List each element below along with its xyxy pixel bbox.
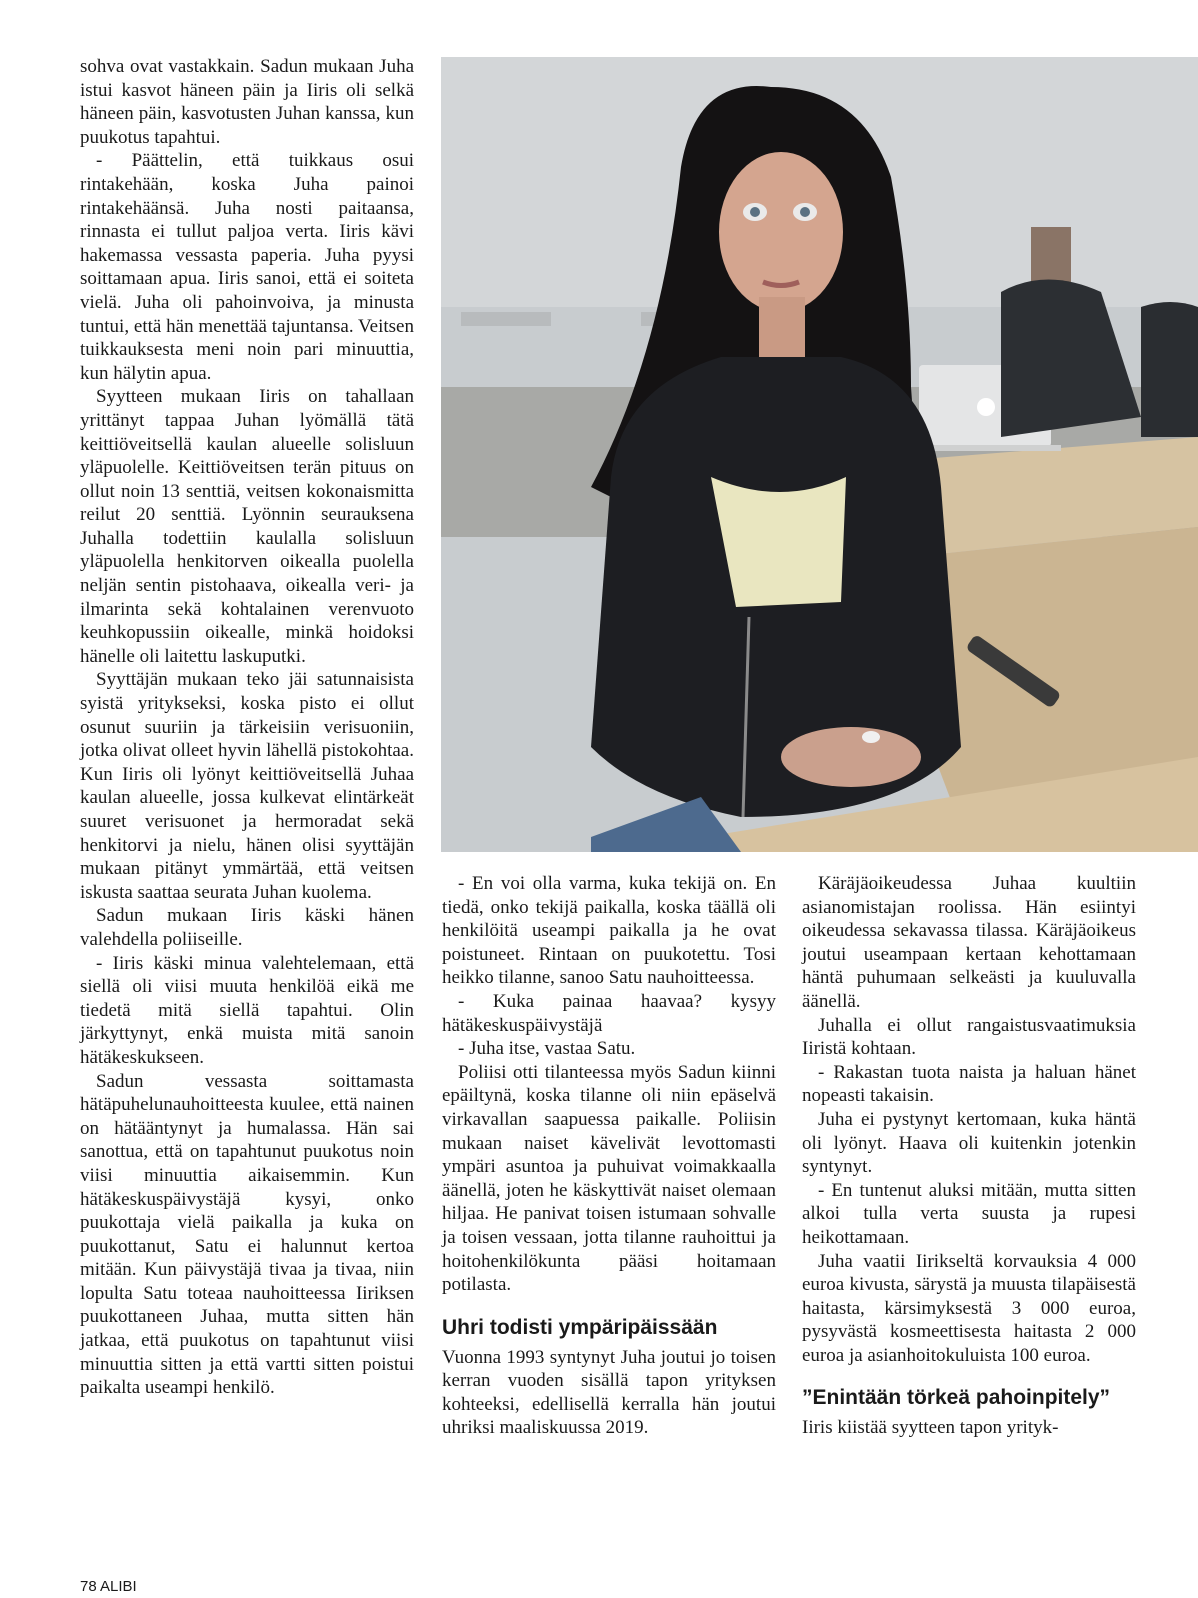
subheading-enintaan-torkea: ”Enintään törkeä pahoinpitely” xyxy=(802,1386,1111,1410)
text-column-2 xyxy=(442,872,776,1440)
paragraph: Juha ei pystynyt kertomaan, kuka häntä oli lyönyt. Haava oli kuitenkin jotenkin syntynyt. xyxy=(802,1108,1136,1178)
column-3-paragraphs xyxy=(802,872,1136,1367)
paragraph: - Rakastan tuota naista ja haluan hänet nopeasti takaisin. xyxy=(802,1061,1136,1107)
paragraph: Sadun mukaan Iiris käski hänen valehdella poliiseille. xyxy=(80,905,414,950)
paragraph: - Kuka painaa haavaa? kysyy hätäkeskuspäivystäjä xyxy=(442,990,776,1036)
paragraph: - Juha itse, vastaa Satu. xyxy=(458,1038,636,1060)
paragraph: Käräjäoikeudessa Juhaa kuultiin asianomistajan roolissa. Hän esiintyi oikeudessa sekavassa tilassa. Käräjäoikeus joutui useampaan kertaan kehottamaan häntä puhumaan selkeästi ja kuuluvalla äänellä. xyxy=(802,873,1136,1012)
paragraph: Juhalla ei ollut rangaistusvaatimuksia Iiristä kohtaan. xyxy=(802,1014,1136,1060)
text-column-3 xyxy=(802,872,1136,1440)
paragraph: Poliisi otti tilanteessa myös Sadun kiinni epäiltynä, koska tilanne oli niin epäselvä virkavallan saapuessa paikalle. Poliisin mukaan naiset kävelivät levottomasti ympäri asuntoa ja puhuivat voimakkaalla äänellä, joten he käskyttivät naiset olemaan hiljaa. He panivat toisen istumaan sohvalle ja toisen vessaan, jotta tilanne rauhoittui ja hoitohenkilökunta pääsi hoitamaan potilasta. xyxy=(442,1061,776,1296)
paragraph: Iiris kiistää syytteen tapon yrityk- xyxy=(802,1417,1059,1439)
paragraph: - En tuntenut aluksi mitään, mutta sitten alkoi tulla verta suusta ja rupesi heikottamaan. xyxy=(802,1179,1136,1248)
courtroom-photo xyxy=(441,57,1198,852)
paragraph: Syyttäjän mukaan teko jäi satunnaisista syistä yritykseksi, koska pisto ei ollut osunut suuriin ja tärkeisiin verisuoniin, jotka olivat olleet hyvin lähellä pistokohtaa. Kun Iiris oli lyönyt keittiöveitsellä Juhaa kaulan alueelle, jossa kulkevat elintärkeät suuret verisuonet ja hermoradat sekä henkitorvi ja nielu, hänen olisi syyttäjän mukaan pitänyt ymmärtää, että veitsen iskusta saattaa seurata Juhan kuolema. xyxy=(80,669,414,903)
paragraph: Sadun vessasta soittamasta hätäpuhelunauhoitteesta kuulee, että nainen on hätääntynyt ja humalassa. Hän sai sanottua, että on tapahtunut puukotus noin viisi minuuttia aikaisemmin. Kun hätäkeskuspäivystäjä kysyi, onko puukottaja vielä paikalla ja kuka on puukottanut, Satu ei halunnut kertoa mitään. Kun päivystäjä tivaa ja tivaa, niin lopulta Satu toteaa nauhoitteessa Iiriksen puukottaneen Juhaa, mutta sitten hän jatkaa, että puukotus on tapahtunut viisi minuuttia sitten ja että vartti sitten poistui paikalta useampi henkilö. xyxy=(80,1070,414,1399)
paragraph: Vuonna 1993 syntynyt Juha joutui jo toisen kerran vuoden sisällä tapon yrityksen kohteeksi, edellisellä kerralla hän joutui uhriksi maaliskuussa 2019. xyxy=(442,1346,776,1439)
page-footer: 78 ALIBI xyxy=(80,1578,137,1595)
paragraph: Syytteen mukaan Iiris on tahallaan yrittänyt tappaa Juhan lyömällä tätä keittiöveitsellä kaulan alueelle solisluun yläpuolelle. Keittiöveitsen terän pituus on ollut noin 13 senttiä, veitsen kokonaismitta reilut 20 senttiä. Lyönnin seurauksena Juhalla todettiin kaulalla solisluun yläpuolella henkitorven oikealla puolella neljän sentin pistohaava, oikealla veri- ja ilmarinta sekä kohtalainen verenvuoto keuhkopussiin oikealle, minkä hoidoksi hänelle oli laitettu laskuputki. xyxy=(80,386,414,667)
column-2-paragraphs xyxy=(442,872,776,1297)
paragraph: - En voi olla varma, kuka tekijä on. En tiedä, onko tekijä paikalla, koska täällä oli henkilöitä useampi paikalla ja he ovat poistuneet. Rintaan on puukotettu. Tosi heikko tilanne, sanoo Satu nauhoitteessa. xyxy=(442,873,776,989)
paragraph: sohva ovat vastakkain. Sadun mukaan Juha istui kasvot häneen päin ja Iiris oli selkä häneen päin, kasvotusten Juhan kanssa, kun puukotus tapahtui. xyxy=(80,56,414,148)
subheading-uhri-todisti: Uhri todisti ympäripäissään xyxy=(442,1315,718,1339)
text-column-1 xyxy=(80,55,414,1400)
paragraph: - Päättelin, että tuikkaus osui rintakehään, koska Juha painoi rintakehäänsä. Juha nosti paitaansa, rinnasta ei tullut paljoa verta. Iiris kävi hakemassa vessasta paperia. Juha pyysi soittamaan apua. Iiris sanoi, että ei soiteta vielä. Juha oli pahoinvoiva, ja minusta tuntui, että hän menettää tajuntansa. Veitsen tuikkauksesta meni noin pari minuuttia, kun hälytin apua. xyxy=(80,150,414,384)
paragraph: Juha vaatii Iirikseltä korvauksia 4 000 euroa kivusta, särystä ja muusta tilapäisestä haitasta, kärsimyksestä 3 000 euroa, pysyvästä kosmeettisesta haitasta 2 000 euroa ja asianhoitokuluista 100 euroa. xyxy=(802,1250,1136,1366)
paragraph: - Iiris käski minua valehtelemaan, että siellä oli viisi muuta henkilöä eikä me tiedetä mitä siellä tapahtui. Olin järkyttynyt, enkä muista mitä sanoin hätäkeskukseen. xyxy=(80,952,414,1068)
